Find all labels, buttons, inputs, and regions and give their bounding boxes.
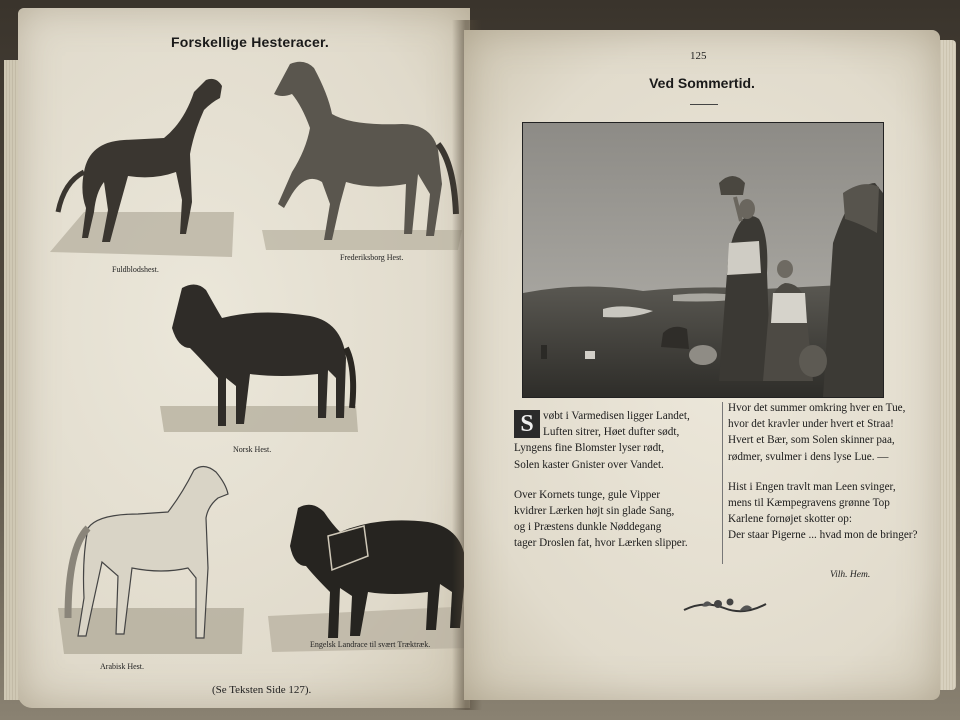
poem-stanza-3 (728, 400, 933, 465)
poem-left-column (514, 408, 720, 552)
poem-line: vøbt i Varmedisen ligger Landet, (543, 410, 690, 422)
poem-right-column (728, 400, 933, 544)
arabian-horse-engraving (58, 458, 248, 658)
poem-signature: Vilh. Hem. (830, 570, 871, 580)
poem-line: Hist i Engen travlt man Leen svinger, (728, 480, 896, 493)
poem-line: mens til Kæmpegravens grønne Top (728, 497, 890, 510)
poem-line: og i Præstens dunkle Nøddegang (514, 521, 662, 534)
column-divider (722, 402, 723, 564)
poem-stanza-1 (514, 408, 720, 473)
poem-line: kvidrer Lærken højt sin glade Sang, (514, 505, 675, 518)
right-page-title: Ved Sommertid. (649, 75, 755, 91)
poem-line: Karlene fornøjet skotter op: (728, 513, 852, 526)
right-page-edges (938, 40, 956, 690)
poem-line: Hvert et Bær, som Solen skinner paa, (728, 434, 895, 447)
left-page-title: Forskellige Hesteracer. (171, 34, 329, 50)
page-number: 125 (690, 50, 707, 62)
poem-line: Over Kornets tunge, gule Vipper (514, 488, 661, 501)
title-divider (690, 104, 718, 105)
left-page-footnote: (Se Teksten Side 127). (212, 684, 312, 696)
norwegian-horse-engraving (160, 278, 360, 438)
summer-field-photograph (522, 122, 884, 398)
poem-line: Luften sitrer, Høet dufter sødt, (543, 426, 680, 439)
floral-ornament-icon (680, 594, 770, 620)
thoroughbred-horse-engraving (44, 62, 244, 262)
caption-engelsk-landrace: Engelsk Landrace til svært Træktræk. (310, 640, 431, 649)
english-draft-horse-engraving (268, 496, 478, 656)
frederiksborg-horse-engraving (262, 54, 468, 254)
poem-line: hvor det kravler under hvert et Straa! (728, 418, 894, 431)
caption-frederiksborg: Frederiksborg Hest. (340, 253, 404, 262)
poem-line: tager Droslen fat, hvor Lærken slipper. (514, 537, 688, 550)
poem-line: Der staar Pigerne ... hvad mon de bringer? (728, 529, 918, 542)
poem-line: Solen kaster Gnister over Vandet. (514, 458, 664, 471)
drop-cap-initial: S (514, 410, 540, 438)
caption-norsk: Norsk Hest. (233, 445, 272, 454)
caption-arabisk: Arabisk Hest. (100, 662, 144, 671)
poem-line: Hvor det summer omkring hver en Tue, (728, 402, 906, 414)
poem-line: Lyngens fine Blomster lyser rødt, (514, 442, 665, 455)
poem-stanza-4 (728, 479, 933, 544)
poem-line: rødmer, svulmer i dens lyse Lue. — (728, 450, 889, 463)
poem-stanza-2 (514, 487, 720, 552)
caption-fuldblodshest: Fuldblodshest. (112, 265, 159, 274)
